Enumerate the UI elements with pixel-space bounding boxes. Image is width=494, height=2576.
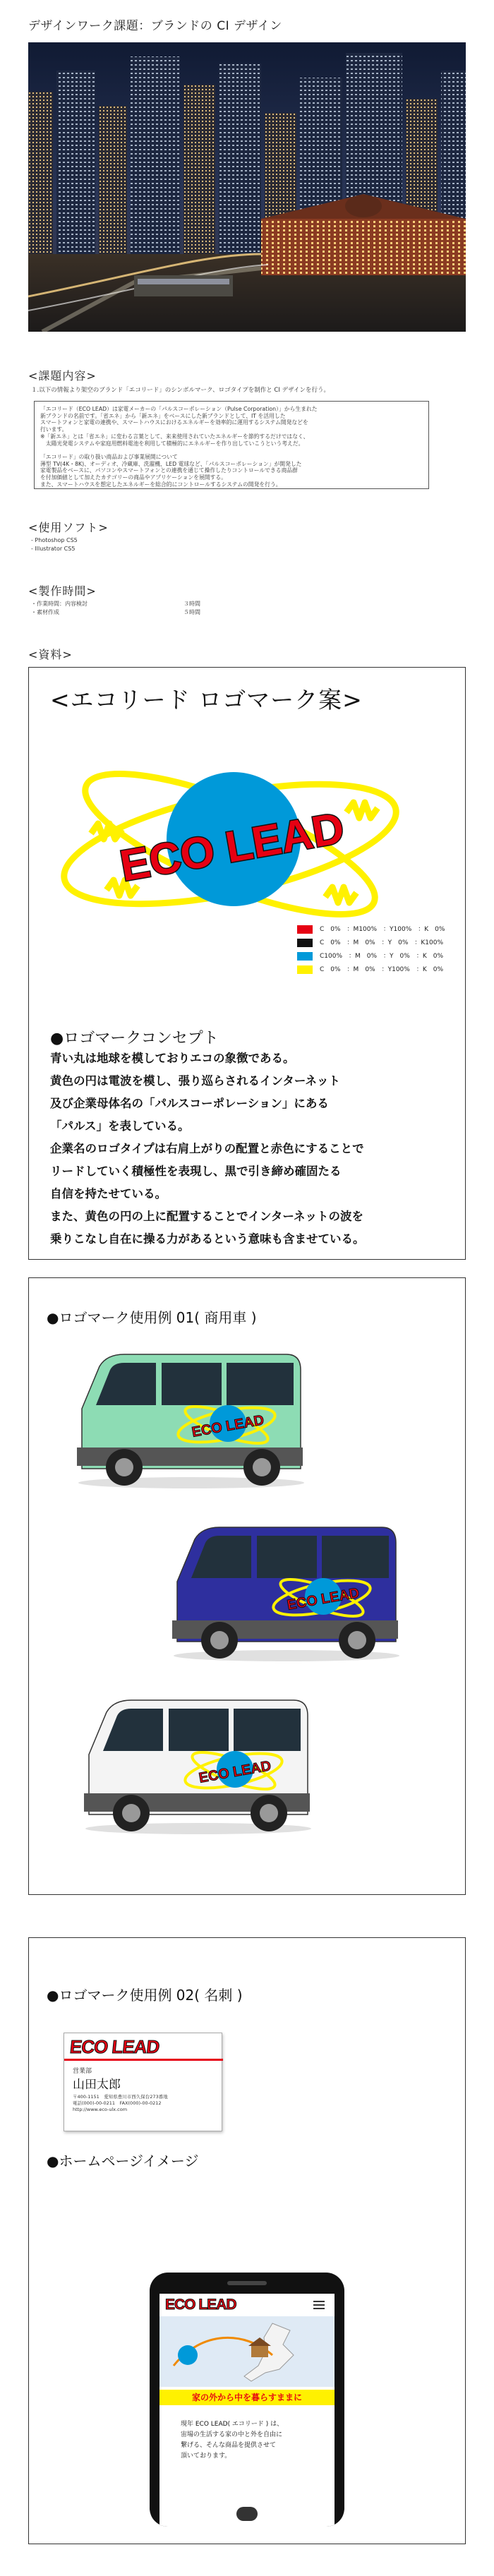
van-logo: ECO LEAD: [191, 1412, 265, 1440]
software-heading: <使用ソフト>: [28, 521, 109, 534]
task-description-box: [34, 401, 429, 489]
color-spec-row: [297, 950, 445, 963]
vehicle-panel-title: ●ロゴマーク使用例 01( 商用車 ): [47, 1309, 257, 1326]
color-spec-text: C 0% ：M 0% ：Y100% ：K 0%: [320, 966, 444, 973]
concept-line: また、黄色の円の上に配置することでインターネットの波を: [50, 1210, 364, 1223]
card-logo: ECO LEAD: [68, 2036, 160, 2057]
card-panel-title: ●ロゴマーク使用例 02( 名刺 ): [47, 1987, 243, 2004]
task-heading: <課題内容>: [28, 369, 97, 383]
color-spec-row: [297, 923, 445, 937]
task-intro: １.以下の情報より架空のブランド「エコリード」のシンボルマーク、ロゴタイプを制作と CI デザインを行う。: [31, 387, 330, 394]
black-swatch: [297, 939, 313, 947]
task-line: [40, 447, 423, 454]
vehicle-usage-panel: [28, 1277, 466, 1895]
phone-banner: 家の外から中を暮らすままに: [159, 2390, 335, 2405]
phone-body-line: 頂いております。: [181, 2452, 231, 2460]
time-row: [31, 600, 200, 608]
van-logo: ECO LEAD: [198, 1758, 272, 1786]
red-swatch: [297, 925, 313, 934]
task-line: 「エコリード（ECO LEAD）は家電メーカーの「パルスコーポレーション（Pulse Corporation）」から生まれた: [40, 406, 318, 412]
task-line: 太陽光発電システムや家庭用燃料電池を利用して積極的にエネルギーを作り出していこうという考えだ。: [40, 440, 304, 447]
color-spec-list: [297, 923, 445, 977]
phone-body-line: 宙場の生活する家の中と外を自由に: [181, 2431, 283, 2438]
task-line: 薄型 TV(4K・8K)、オーディオ、冷蔵庫、洗濯機、LED 電球など、「パルスコーポレーション」が開発した: [40, 460, 302, 467]
cityscape-image: [28, 42, 466, 332]
time-list: [31, 600, 200, 617]
concept-line: リードしていく積極性を表現し、黒で引き締め確固たる: [50, 1164, 342, 1178]
task-line: また、スマートハウスを想定したエネルギーを総合的にコントロールするシステムの開発を行う。: [40, 481, 282, 488]
time-label: ・素材作成: [31, 609, 59, 615]
van-1: [71, 1342, 311, 1493]
concept-line: 「パルス」を表している。: [50, 1119, 190, 1133]
software-item: - Photoshop CS5: [31, 537, 78, 543]
time-value: ３時間: [183, 601, 200, 607]
task-line: 行います。: [40, 426, 68, 433]
materials-heading: <資料>: [28, 648, 73, 661]
blue-swatch: [297, 952, 313, 961]
phone-body-line: 現年 ECO LEAD( エコリード ) は、: [181, 2421, 284, 2428]
eco-lead-logo: [43, 728, 424, 939]
task-line: 新ブランドの名前です。「省エネ」から「新エネ」をベースにした新ブランドとして、IT を活用した: [40, 412, 286, 419]
concept-line: 自信を持たせている。: [50, 1187, 167, 1200]
card-dept: 営業部: [73, 2068, 92, 2075]
color-spec-text: C100% ：M 0% ：Y 0% ：K 0%: [320, 953, 444, 960]
concept-line: 企業名のロゴタイプは右肩上がりの配置と赤色にすることで: [50, 1142, 364, 1155]
logo-panel-title: <エコリード ロゴマーク案>: [50, 686, 363, 714]
concept-title: ●ロゴマークコンセプト: [50, 1030, 219, 1047]
van-2: [167, 1515, 406, 1666]
software-item: - Illustrator CS5: [31, 546, 76, 552]
task-line: スマートフォンと家電の連携や、スマートハウスにおけるエネルギーを効率的に運用するシステム開発などを: [40, 419, 308, 426]
logo-proposal-panel: [28, 667, 466, 1260]
yellow-swatch: [297, 965, 313, 974]
page-title: デザインワーク課題：ブランドの CI デザイン: [28, 19, 282, 33]
hero-photo: [28, 42, 466, 332]
phone-body-text: [181, 2419, 283, 2462]
time-row: [31, 608, 200, 617]
concept-line: 及び企業母体名の「パルスコーポレーション」にある: [50, 1097, 329, 1110]
color-spec-row: [297, 937, 445, 950]
concept-line: 乗りこなし自在に操る力があるという意味も含ませている。: [50, 1232, 365, 1246]
concept-line: 黄色の円は電波を模し、張り巡らされるインターネット: [50, 1074, 341, 1088]
japan-map-illustration: [159, 2316, 335, 2387]
phone-logo: ECO LEAD: [165, 2297, 236, 2313]
task-line: 「エコリード」の取り扱い商品および事業展開について: [40, 453, 178, 460]
task-line: 家電製品をベースに、パソコンやスマートフォンとの連携を通じて操作したりコントロールできる商品群: [40, 467, 298, 474]
homepage-title: ●ホームページイメージ: [47, 2153, 199, 2169]
time-value: ５時間: [183, 609, 200, 615]
card-contact-line: 〒400-1151 愛知県豊川市西久保台273番地: [73, 2094, 168, 2100]
color-spec-text: C 0% ：M100% ：Y100% ：K 0%: [320, 926, 445, 933]
van-3: [78, 1687, 318, 1839]
speaker-slot: [227, 2281, 267, 2285]
card-name: 山田太郎: [73, 2078, 121, 2092]
color-spec-text: C 0% ：M 0% ：Y 0% ：K100%: [320, 939, 444, 946]
menu-icon[interactable]: [313, 2301, 325, 2309]
concept-body: [50, 1047, 452, 1251]
time-heading: <製作時間>: [28, 584, 97, 598]
van-logo: ECO LEAD: [286, 1585, 361, 1613]
concept-line: 青い丸は地球を模しておりエコの象徴である。: [50, 1052, 295, 1065]
home-button[interactable]: [236, 2507, 258, 2521]
color-spec-row: [297, 963, 445, 977]
card-divider: [64, 2059, 223, 2061]
phone-screen: [159, 2294, 335, 2527]
task-line: ※「新エネ」とは「省エネ」に変わる言葉として、来来使用されていたエネルギーを節約するだけではなく、: [40, 433, 309, 440]
software-list: [31, 536, 78, 553]
card-contact-line: 電話(000)-00-0211 FAX(000)-00-0212: [73, 2100, 162, 2106]
phone-body-line: 繋げる、そんな商品を提供させて: [181, 2442, 277, 2449]
smartphone-mockup: [150, 2273, 344, 2527]
phone-hero-map: [159, 2316, 335, 2387]
logo-wordmark: ECO LEAD: [116, 803, 348, 891]
task-line: を付加価値として加えたカテゴリーの商品やアプリケーションを展開する。: [40, 474, 227, 481]
business-card: [64, 2033, 222, 2131]
card-contact: [73, 2094, 168, 2113]
task-description-lines: [40, 406, 423, 488]
time-label: ・作業時間：内容検討: [31, 601, 88, 607]
card-contact-line: http://www.eco-ulx.com: [73, 2107, 128, 2112]
